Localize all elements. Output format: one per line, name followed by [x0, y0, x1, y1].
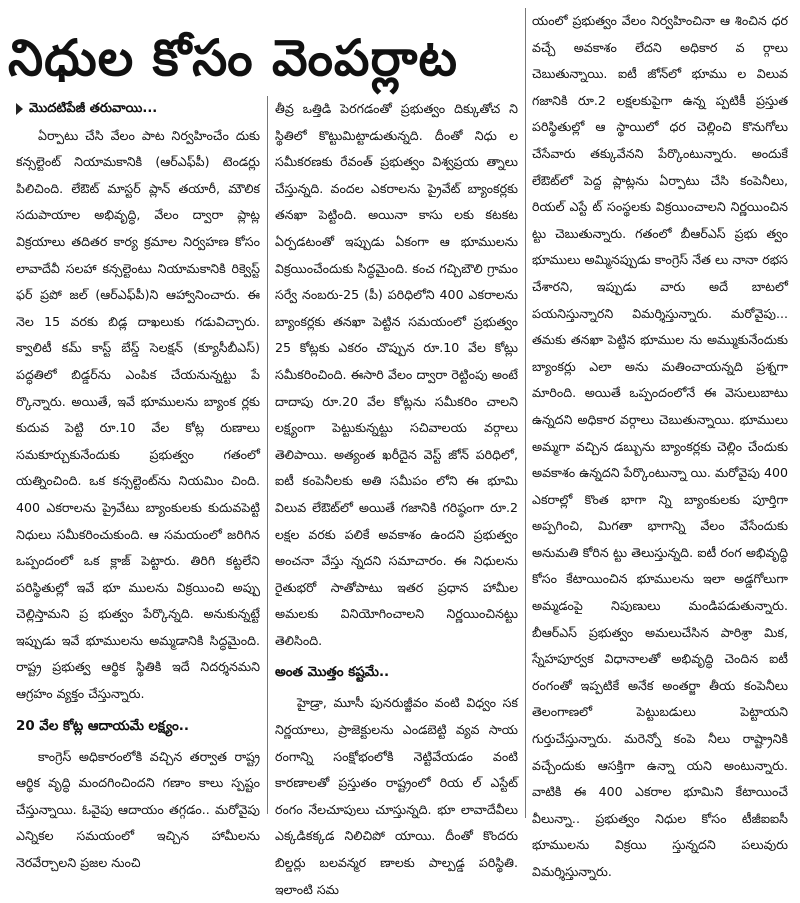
article-column-1 [16, 96, 260, 871]
headline: నిధుల కోసం వెంపర్లాట [8, 29, 458, 87]
continuation-label: మొదటిపేజీ తరువాయి... [16, 96, 260, 123]
subheading: 20 వేల కోట్ల ఆదాయమే లక్ష్యం.. [16, 718, 189, 734]
article-column-3 [532, 8, 788, 879]
column-divider [267, 96, 268, 814]
subheading: అంత మొత్తం కష్టమే.. [275, 665, 390, 681]
article-paragraph: ఏర్పాటు చేసి వేలం పాట నిర్వహించేం దుకు కన్సల్టెంట్ నియామకానికి (ఆర్ఎఫ్‌పీ) టెండర్లు పిలిచింది. లేఔట్ మాస్టర్ ప్లాన్ తయారీ, మౌలిక సదుపాయాల అభివృద్ధి, వేలం ద్వారా ప్లాట్ల విక్రయాలు తదితర కార్య క్రమాల నిర్వహణ కోసం లావాదేవీ సలహా కన్సల్టెంటు నియామకానికి రిక్వెస్ట్ ఫర్ ప్రపో జల్ (ఆర్ఎఫ్‌పీ)ని ఆహ్వానించారు. ఈ నెల 15 వరకు బిడ్ల దాఖలుకు గడువిచ్చారు. క్వాలిటీ కమ్ కాస్ట్ బేస్డ్ సెలక్షన్ (క్యూసీబీఎస్) పద్ధతిలో బిడ్డర్‌ను ఎంపిక చేయనున్నట్టు పే ర్కొన్నారు. అయితే, ఇవే భూములను బ్యాంక ర్లకు కుదువ పెట్టి రూ.10 వేల కోట్ల రుణాలు సమకూర్చుకునేందుకు ప్రభుత్వం గతంలో యత్నించింది. ఒక కన్సల్టెంట్‌ను నియమిం చింది. 400 ఎకరాలను ప్రైవేటు బ్యాంకులకు కుదువపెట్టి నిధులు సమీకరించుకుంది. ఆ సమయంలో జరిగిన ఒప్పందంలో ఒక క్లాజ్ పెట్టారు. తిరిగి కట్టలేని పరిస్థితుల్లో ఇవే భూ ములను విక్రయించి అప్పు చెల్లిస్తామని ప్ర భుత్వం పేర్కొన్నది. అనుకున్నట్టే ఇప్పుడు ఇవే భూములను అమ్మడానికి సిద్ధమైంది. రాష్ట్ర ప్రభుత్వ ఆర్థిక స్థితికి ఇదే నిదర్శనమని ఆగ్రహం వ్యక్తం చేస్తున్నారు. [16, 127, 260, 702]
article-paragraph: హైడ్రా, మూసీ పునరుజ్జీవం వంటి విధ్వం సక నిర్ణయాలు, ప్రాజెక్టులను ఎండబెట్టి వ్యవ సాయ రంగాన్ని సంక్షోభంలోకి నెట్టివేయడం వంటి కారణాలతో ప్రస్తుతం రాష్ట్రంలో రియ ల్ ఎస్టేట్ రంగం నేలచూపులు చూస్తున్నది. భూ లావాదేవీలు ఎక్కడికక్కడ నిలిచిపో యాయి. దీంతో కొందరు బిల్డర్లు బలవన్మర ణాలకు పాల్పడ్డ పరిస్థితి. ఇలాంటి సమ [275, 695, 518, 897]
arrow-right-icon [16, 103, 23, 115]
article-paragraph: కాంగ్రెస్ అధికారంలోకి వచ్చిన తర్వాత రాష్ట్ర ఆర్థిక వృద్ధి మందగించిందని గణాం కాలు స్పష్టం చేస్తున్నాయి. ఓవైపు ఆదాయం తగ్గడం.. మరోవైపు ఎన్నికల సమయంలో ఇచ్చిన హామీలను నెరవేర్చాలని ప్రజల నుంచి [16, 748, 260, 871]
article-column-2 [275, 96, 518, 897]
article-paragraph: యంలో ప్రభుత్వం వేలం నిర్వహించినా ఆ శించిన ధర వచ్చే అవకాశం లేదని అధికార వ ర్గాలు చెబుతున్నాయి. ఐటీ జోన్‌లో భూము ల విలువ గజానికి రూ.2 లక్షలకుపైగా ఉన్న ప్పటికీ ప్రస్తుత పరిస్థితుల్లో ఆ స్థాయిలో ధర చెల్లించి కొనుగోలు చేసేవారు తక్కువేనని పేర్కొంటున్నారు. అందుకే లేఔట్‌లో పెద్ద ప్లాట్లను ఏర్పాటు చేసి కంపెనీలు, రియల్ ఎస్టే ట్ సంస్థలకు విక్రయించాలని నిర్ణయించిన ట్టు చెబుతున్నారు. గతంలో బీఆర్ఎస్ ప్రభు త్వం భూములు అమ్మినప్పుడు కాంగ్రెస్ నేత లు నానా రభస చేశారని, ఇప్పుడు వారు అదే బాటలో పయనిస్తున్నారని విమర్శిస్తున్నారు. మరోవైపు... తమకు తనఖా పెట్టిన భూముల ను అమ్ముకునేందుకు బ్యాంకర్లు ఎలా అను మతించాయన్నది ప్రశ్నగా మారింది. అయితే ఒప్పందంలోనే ఈ వెసులుబాటు ఉన్నదని అధికార వర్గాలు చెబుతున్నాయి. భూములు అమ్మగా వచ్చిన డబ్బును బ్యాంకర్లకు చెల్లిం చేందుకు అవకాశం ఉన్నదని పేర్కొంటున్నా యి. మరోవైపు 400 ఎకరాల్లో కొంత భాగా న్ని బ్యాంకులకు పూర్తిగా అప్పగించి, మిగతా భాగాన్ని వేలం వేసేందుకు అనుమతి కోరిన ట్టు తెలుస్తున్నది. ఐటీ రంగ అభివృద్ధి కోసం కేటాయించిన భూములను ఇలా అడ్డగోలుగా అమ్మడంపై నిపుణులు మండిపడుతున్నారు. బీఆర్ఎస్ ప్రభుత్వం అమలుచేసిన పారిశ్రా మిక, స్నేహపూర్వక విధానాలతో అభివృద్ధి చెందిన ఐటీ రంగంతో ఇప్పటికే అనేక అంతర్జా తీయ కంపెనీలు తెలంగాణలో పెట్టుబడులు పెట్టాయని గుర్తుచేస్తున్నారు. మరెన్నో కంపె నీలు రాష్ట్రానికి వచ్చేందుకు ఆసక్తిగా ఉన్నా యని అంటున్నారు. వాటికి ఈ 400 ఎకరాల భూమిని కేటాయించే వీలున్నా.. ప్రభుత్వం నిధుల కోసం టీజీఐఐసీ భూములను విక్రయి స్తున్నదని పలువురు విమర్శిస్తున్నారు. [532, 13, 788, 879]
article-paragraph: తీవ్ర ఒత్తిడి పెరగడంతో ప్రభుత్వం దిక్కుతోచ ని స్థితిలో కొట్టుమిట్టాడుతున్నది. దీంతో నిధు ల సమీకరణకు రేవంత్ ప్రభుత్వం విశ్వప్రయ త్నాలు చేస్తున్నది. వందల ఎకరాలను ప్రైవేట్ బ్యాంకర్లకు తనఖా పెట్టింది. అయినా కాసు లకు కటకట ఏర్పడటంతో ఇప్పుడు ఏకంగా ఆ భూములను విక్రయించేందుకు సిద్ధమైంది. కంచ గచ్చిబౌలి గ్రామం సర్వే నంబరు-25 (పీ) పరిధిలోని 400 ఎకరాలను బ్యాంకర్లకు తనఖా పెట్టిన సమయంలో ప్రభుత్వం 25 కోట్లకు ఎకరం చొప్పున రూ.10 వేల కోట్లు సమీకరించింది. ఈసారి వేలం ద్వారా రెట్టింపు అంటే దాదాపు రూ.20 వేల కోట్లను సమీకరిం చాలని లక్ష్యంగా పెట్టుకున్నట్టు సచివాలయ వర్గాలు తెలిపాయి. అత్యంత ఖరీదైన వెస్ట్ జోన్ పరిధిలో, ఐటీ కంపెనీలకు అతి సమీపం లోని ఈ భూమి విలువ లేఔట్‌లో అయితే గజానికి గరిష్ఠంగా రూ.2 లక్షల వరకు పలికే అవకాశం ఉందని ప్రభుత్వం అంచనా వేస్తు న్నదని సమాచారం. ఈ నిధులను రైతుభరో సాతోపాటు ఇతర ప్రధాన హామీల అమలకు వినియోగించాలని నిర్ణయించినట్టు తెలిసింది. [275, 101, 518, 648]
column-divider [525, 8, 526, 818]
